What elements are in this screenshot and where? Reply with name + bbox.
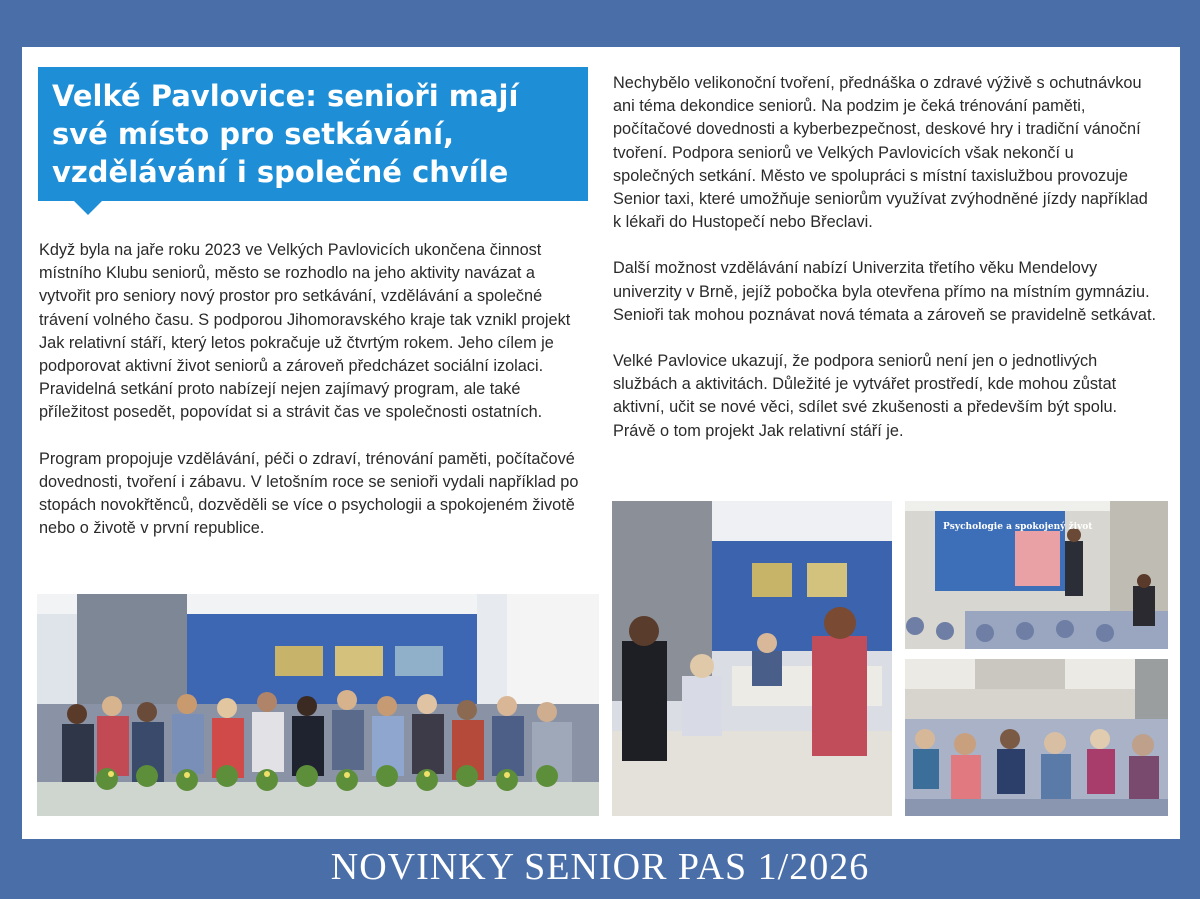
article-headline: Velké Pavlovice: senioři mají své místo pro setkávání, vzdělávání i společné chvíle — [52, 79, 519, 189]
left-column-text — [39, 239, 584, 563]
workshop-photo — [612, 501, 892, 816]
paragraph: Když byla na jaře roku 2023 ve Velkých Pavlovicích ukončena činnost místního Klubu seniorů, město se rozhodlo na jeho aktivity navázat a vytvořit pro seniory nový prostor pro setkávání, vzdělávání a společné trávení volného času. S podporou Jihomoravského kraje tak vznikl projekt Jak relativní stáří, který letos pokračuje už čtvrtým rokem. Jeho cílem je podporovat aktivní život seniorů a zároveň předcházet sociální izolaci. Pravidelná setkání proto nabízejí nejen zajímavý program, ale také příležitost posedět, popovídat si a strávit čas ve společnosti ostatních. — [39, 241, 571, 422]
group-photo — [37, 594, 599, 816]
paragraph: Další možnost vzdělávání nabízí Univerzita třetího věku Mendelovy univerzity v Brně, jejíž pobočka byla otevřena přímo na místním gymnáziu. Senioři tak mohou poznávat nová témata a zároveň se pravidelně setkávat. — [613, 259, 1157, 324]
paragraph: Velké Pavlovice ukazují, že podpora seniorů není jen o jednotlivých službách a aktivitách. Důležité je vytvářet prostředí, kde mohou zůstat aktivní, učit se nové věci, sdílet své zkušenosti a především být spolu. Právě o tom projekt Jak relativní stáří je. — [613, 352, 1118, 440]
paragraph: Program propojuje vzdělávání, péči o zdraví, trénování paměti, počítačové dovednosti, tvoření i zábavu. V letošním roce se senioři vydali například po stopách novokřtěnců, dozvěděli se více o psychologii a spokojeném životě nebo o životě v první republice. — [39, 449, 579, 538]
newsletter-page — [22, 47, 1180, 839]
lecture-slide-text: Psychologie a spokojený život — [943, 522, 1093, 532]
paragraph: Nechybělo velikonoční tvoření, přednáška o zdravé výživě s ochutnávkou ani téma dekondice seniorů. Na podzim je čeká trénování paměti, počítačové dovednosti a kyberbezpečnost, deskové hry i tradiční vánoční tvoření. Podpora seniorů ve Velkých Pavlovicích však nekončí u společných setkání. Město ve spolupráci s místní taxislužbou provozuje Senior taxi, které umožňuje seniorům využívat zvýhodněné jízdy například k lékaři do Hustopečí nebo Břeclavi. — [613, 74, 1148, 232]
audience-photo — [905, 659, 1168, 816]
headline-box — [38, 67, 588, 201]
right-column-text — [613, 72, 1158, 466]
newsletter-footer-title: NOVINKY SENIOR PAS 1/2026 — [330, 846, 870, 888]
lecture-photo — [905, 501, 1168, 649]
